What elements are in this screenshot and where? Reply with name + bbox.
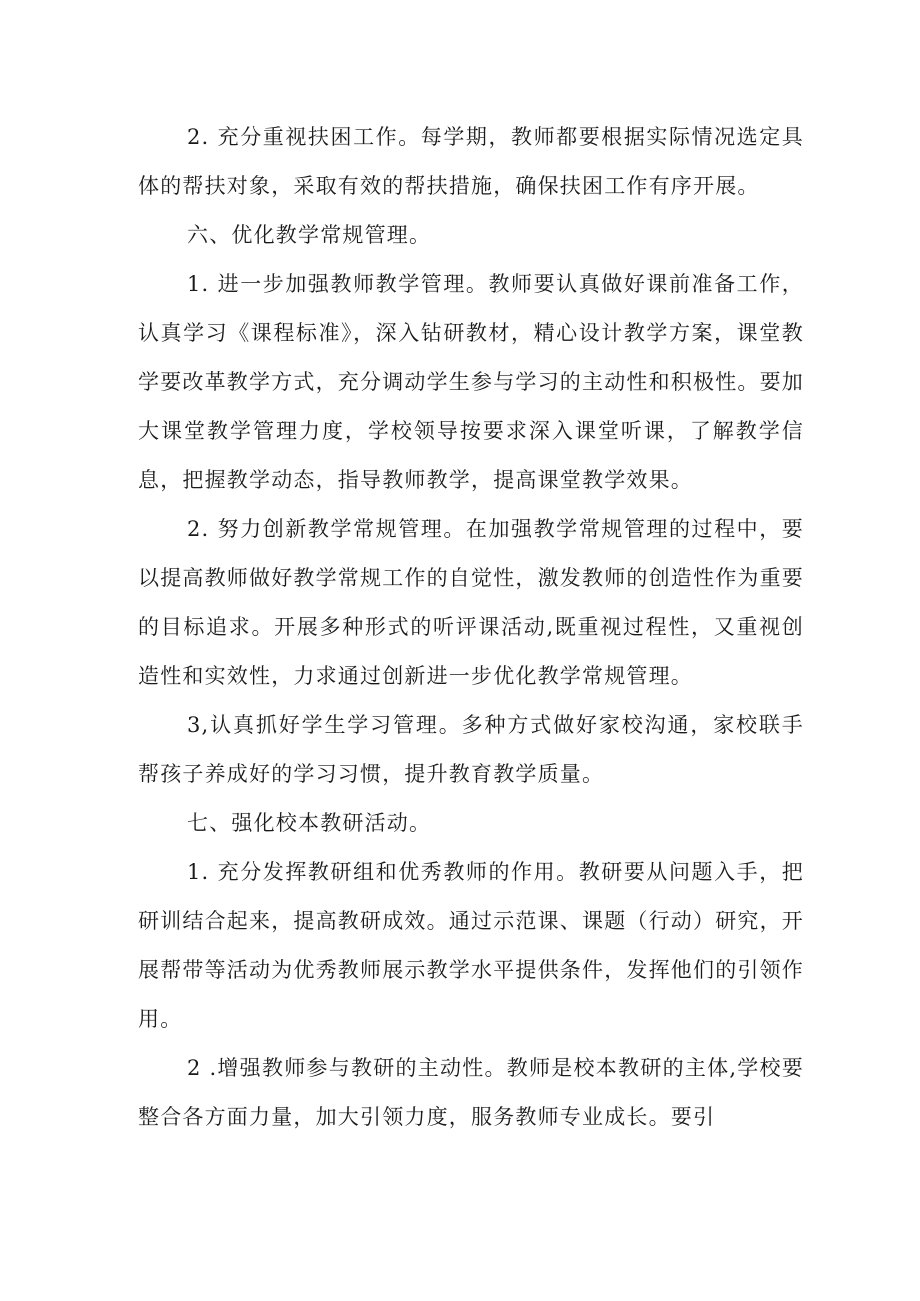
section-heading-six: 六、优化教学常规管理。 — [187, 223, 432, 247]
paragraph-poverty-support: 2. 充分重视扶困工作。每学期，教师都要根据实际情况选定具体的帮扶对象，采取有效的帮扶措施，确保扶困工作有序开展。 — [138, 125, 804, 198]
paragraph-teacher-initiative: 2 .增强教师参与教研的主动性。教师是校本教研的主体,学校要整合各方面力量，加大引领力度，服务教师专业成长。要引 — [138, 1056, 804, 1129]
section-heading-seven: 七、强化校本教研活动。 — [187, 811, 432, 835]
paragraph-teaching-management: 1. 进一步加强教师教学管理。教师要认真做好课前准备工作，认真学习《课程标准》，深入钻研教材，精心设计教学方案，课堂教学要改革教学方式，充分调动学生参与学习的主动性和积极性。要加大课堂教学管理力度，学校领导按要求深入课堂听课，了解教学信息，把握教学动态，指导教师教学，提高课堂教学效果。 — [138, 272, 804, 492]
paragraph-research-groups: 1. 充分发挥教研组和优秀教师的作用。教研要从问题入手，把研训结合起来，提高教研成效。通过示范课、课题（行动）研究，开展帮带等活动为优秀教师展示教学水平提供条件，发挥他们的引领作用。 — [138, 860, 804, 1031]
paragraph-student-learning: 3,认真抓好学生学习管理。多种方式做好家校沟通，家校联手帮孩子养成好的学习习惯，提升教育教学质量。 — [138, 713, 804, 786]
document-body — [138, 113, 804, 1142]
paragraph-routine-innovation: 2. 努力创新教学常规管理。在加强教学常规管理的过程中，要以提高教师做好教学常规工作的自觉性，激发教师的创造性作为重要的目标追求。开展多种形式的听评课活动,既重视过程性，又重视创造性和实效性，力求通过创新进一步优化教学常规管理。 — [138, 517, 804, 688]
